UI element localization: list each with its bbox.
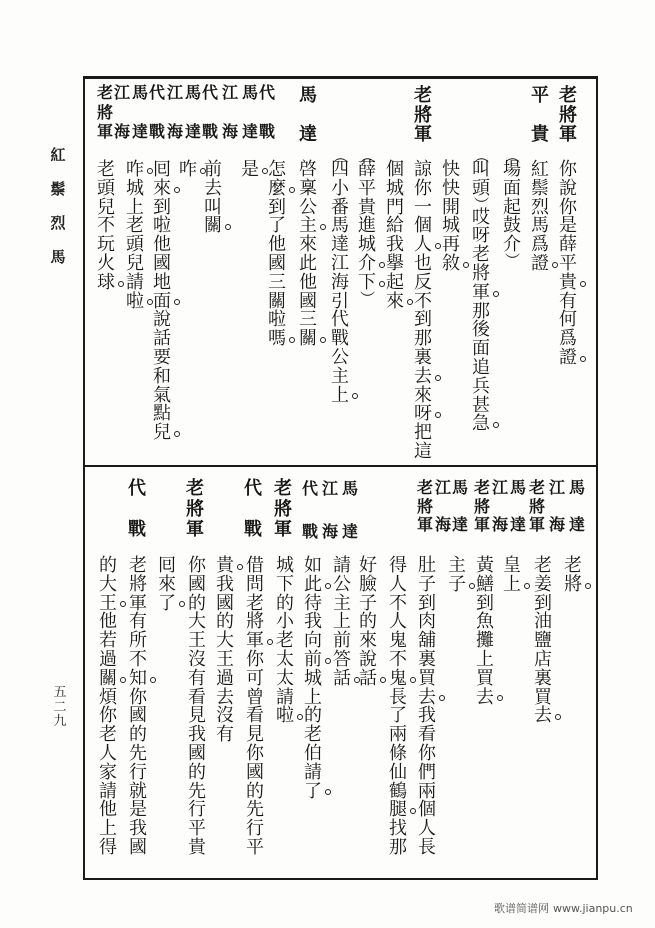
speaker-label: 老 將 軍 bbox=[186, 478, 204, 541]
speaker-label: 代 戰 bbox=[128, 478, 146, 541]
speaker-label: 代 戰 bbox=[148, 83, 165, 141]
stage-direction: （ 場 面 起 鼓 介 ） bbox=[503, 148, 521, 268]
speaker-label: 江 海 bbox=[113, 83, 130, 141]
speaker-label: 老 將 軍 bbox=[473, 478, 490, 534]
speaker-label: 江 海 bbox=[221, 83, 238, 141]
speaker-label: 老 將 軍 bbox=[528, 478, 545, 534]
dialogue-line: 囘 來 了 bbox=[158, 555, 176, 614]
speaker-label: 代 戰 bbox=[258, 83, 275, 141]
speaker-label: 馬 達 bbox=[341, 479, 358, 541]
speaker-label: 江 海 bbox=[434, 478, 451, 534]
dialogue-line: 是 bbox=[241, 159, 259, 180]
speaker-label: 馬 達 bbox=[184, 83, 201, 141]
dialogue-line: 啓 稟 公 主 來 此 他 國 三 關 bbox=[299, 159, 317, 350]
speaker-label: 老 將 軍 bbox=[414, 85, 432, 146]
dialogue-line: 咋 城 上 老 頭 兒 請 啦 bbox=[126, 159, 144, 312]
dialogue-line: 老 姜 到 油 鹽 店 裏 買 去 bbox=[534, 555, 552, 727]
watermark-site-name: 歌谱简谱网 bbox=[494, 902, 549, 915]
dialogue-line: 請 公 主 上 前 答 話 bbox=[333, 555, 351, 689]
dialogue-line: 前 去 叫 關 bbox=[204, 159, 222, 237]
speaker-label: 老 將 軍 bbox=[96, 83, 113, 141]
speaker-label: 馬 達 bbox=[299, 85, 317, 146]
watermark-url: www.jianpu.cn bbox=[553, 902, 633, 915]
dialogue-line: 諒 你 一 個 人 也 反 不 到 那 裏 去 來 呀 把 這 bbox=[414, 159, 432, 462]
running-title: 紅 鬃 烈 馬 bbox=[50, 146, 66, 266]
dialogue-line: 個 城 門 給 我 擧 起 來 bbox=[386, 159, 404, 312]
dialogue-line: 的 大 王 他 若 過 關 煩 你 老 人 家 請 他 上 得 bbox=[99, 555, 117, 858]
frame-border-right bbox=[596, 76, 598, 880]
dialogue-line: 借 問 老 將 軍 你 可 曾 看 見 你 國 的 先 行 平 bbox=[246, 555, 264, 858]
speaker-label: 代 戰 bbox=[201, 83, 218, 141]
dialogue-line: 城 下 的 小 老 太 太 請 啦 bbox=[276, 555, 294, 727]
dialogue-line: 囘 來 到 啦 他 國 地 面 說 話 要 和 氣 點 兒 bbox=[153, 159, 171, 444]
speaker-label: 江 海 bbox=[548, 478, 565, 534]
page-number: 五 二 九 bbox=[53, 685, 67, 729]
dialogue-line: 黃 鱔 到 魚 攤 上 買 去 bbox=[476, 555, 494, 708]
dialogue-line: 怎 麼 到 了 他 國 三 關 啦 嗎 bbox=[268, 159, 286, 350]
dialogue-line: 老 頭 兒 不 玩 火 球 bbox=[97, 159, 115, 293]
dialogue-line: 快 快 開 城 再 敘 bbox=[442, 159, 460, 274]
dialogue-line: 老 將 軍 有 所 不 知 你 國 的 先 行 就 是 我 國 bbox=[129, 555, 147, 858]
frame-border-bottom bbox=[83, 878, 598, 880]
dialogue-line: 貴 我 國 的 大 王 過 去 沒 有 bbox=[216, 555, 234, 746]
dialogue-line: 肚 子 到 肉 舖 裏 買 去 我 看 你 們 兩 個 人 長 bbox=[418, 555, 436, 858]
dialogue-line: 皇 上 bbox=[503, 555, 521, 595]
dialogue-line: 得 人 不 人 鬼 不 鬼 長 了 兩 條 仙 鶴 腿 找 那 bbox=[389, 555, 407, 858]
speaker-label: 馬 達 bbox=[568, 478, 585, 534]
speaker-label: 馬 達 bbox=[509, 478, 526, 534]
speaker-label: 老 將 軍 bbox=[416, 478, 433, 534]
dialogue-line: 老 將 bbox=[564, 555, 582, 595]
dialogue-line: 咋 bbox=[179, 159, 197, 180]
dialogue-line: （ 叫 頭 ） 哎 呀 老 將 軍 那 後 面 追 兵 甚 急 bbox=[472, 148, 490, 435]
frame-divider bbox=[83, 465, 598, 467]
speaker-label: 江 海 bbox=[166, 83, 183, 141]
speaker-label: 平 貴 bbox=[531, 85, 549, 146]
frame-border-left bbox=[83, 76, 85, 880]
dialogue-line: 主 子 bbox=[448, 555, 466, 595]
dialogue-line: 你 國 的 大 王 沒 有 看 見 我 國 的 先 行 平 貴 bbox=[188, 555, 206, 858]
speaker-label: 馬 達 bbox=[131, 83, 148, 141]
speaker-label: 江 海 bbox=[321, 479, 338, 541]
speaker-label: 江 海 bbox=[491, 478, 508, 534]
stage-direction: （ 四 小 番 馬 達 江 海 引 代 戰 公 主 上 bbox=[331, 148, 349, 406]
stage-direction: （ 薛 平 貴 進 城 介 下 ） bbox=[358, 148, 376, 306]
watermark bbox=[494, 900, 637, 916]
speaker-label: 老 將 軍 bbox=[559, 85, 577, 146]
dialogue-line: 你 說 你 是 薛 平 貴 有 何 爲 證 bbox=[559, 159, 577, 368]
speaker-label: 老 將 軍 bbox=[274, 478, 292, 541]
dialogue-line: 好 臉 子 的 來 說 話 bbox=[359, 555, 377, 689]
frame-border-top bbox=[83, 76, 598, 79]
speaker-label: 代 戰 bbox=[301, 479, 318, 541]
speaker-label: 馬 達 bbox=[451, 478, 468, 534]
dialogue-line: 紅 鬃 烈 馬 爲 證 bbox=[531, 159, 549, 274]
speaker-label: 馬 達 bbox=[241, 83, 258, 141]
speaker-label: 代 戰 bbox=[244, 478, 262, 541]
dialogue-line: 如 此 待 我 向 前 城 上 的 老 伯 請 了 bbox=[304, 555, 322, 802]
